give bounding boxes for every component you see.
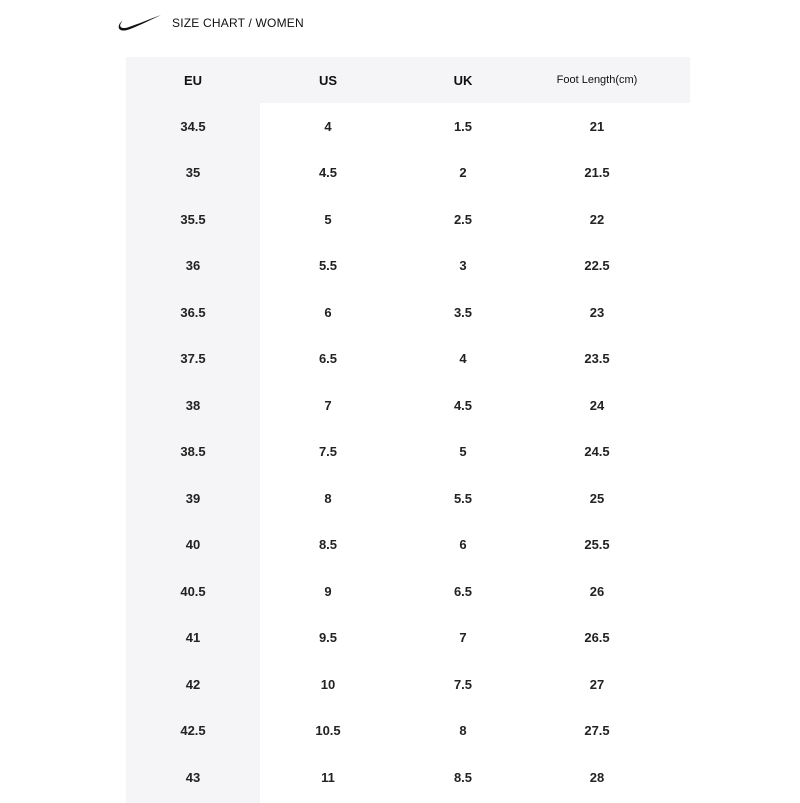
table-row [126, 522, 690, 569]
cell-foot-length: 23 [589, 304, 605, 320]
cell-uk: 3 [459, 258, 467, 274]
cell-us: 5 [324, 211, 332, 227]
column-header-eu: EU [183, 72, 203, 88]
page-header [118, 8, 304, 38]
cell-foot-length: 24 [589, 397, 605, 413]
cell-foot-length: 25 [589, 490, 605, 506]
table-row [126, 475, 690, 522]
cell-foot-length: 22.5 [584, 258, 610, 274]
table-row [126, 708, 690, 755]
page-title: SIZE CHART / WOMEN [172, 16, 304, 30]
cell-us: 6.5 [318, 351, 338, 367]
cell-eu: 42 [185, 676, 201, 692]
cell-us: 5.5 [318, 258, 338, 274]
cell-us: 10 [320, 676, 336, 692]
cell-uk: 8.5 [453, 769, 473, 785]
cell-eu: 43 [185, 769, 201, 785]
cell-eu: 36 [185, 258, 201, 274]
table-row [126, 615, 690, 662]
cell-eu: 38.5 [180, 444, 206, 460]
swoosh-icon [118, 13, 162, 33]
cell-uk: 5.5 [453, 490, 473, 506]
cell-uk: 1.5 [453, 118, 473, 134]
cell-us: 4.5 [318, 165, 338, 181]
cell-us: 9 [324, 583, 332, 599]
size-chart-table [126, 57, 690, 801]
table-row [126, 150, 690, 197]
cell-foot-length: 23.5 [584, 351, 610, 367]
cell-foot-length: 22 [589, 211, 605, 227]
table-row [126, 429, 690, 476]
cell-eu: 39 [185, 490, 201, 506]
cell-us: 8 [324, 490, 332, 506]
cell-uk: 4 [459, 351, 467, 367]
cell-uk: 2.5 [453, 211, 473, 227]
table-row [126, 336, 690, 383]
cell-uk: 7 [459, 630, 467, 646]
cell-uk: 3.5 [453, 304, 473, 320]
cell-us: 7.5 [318, 444, 338, 460]
cell-uk: 5 [459, 444, 467, 460]
cell-uk: 2 [459, 165, 467, 181]
table-body [126, 103, 690, 801]
cell-foot-length: 27 [589, 676, 605, 692]
cell-us: 11 [321, 769, 335, 785]
cell-foot-length: 25.5 [584, 537, 610, 553]
table-row [126, 289, 690, 336]
cell-foot-length: 21 [589, 118, 605, 134]
cell-eu: 40 [185, 537, 201, 553]
cell-foot-length: 27.5 [584, 723, 610, 739]
cell-us: 7 [324, 397, 332, 413]
cell-eu: 41 [185, 630, 201, 646]
cell-foot-length: 21.5 [584, 165, 610, 181]
cell-us: 4 [324, 118, 332, 134]
table-row [126, 196, 690, 243]
cell-foot-length: 26 [589, 583, 605, 599]
table-row [126, 103, 690, 150]
column-header-foot-length: Foot Length(cm) [556, 74, 638, 86]
cell-eu: 36.5 [180, 304, 206, 320]
column-header-us: US [318, 72, 338, 88]
table-header-row [126, 57, 690, 103]
cell-foot-length: 28 [589, 769, 605, 785]
cell-uk: 7.5 [453, 676, 473, 692]
table-row [126, 243, 690, 290]
cell-us: 6 [324, 304, 332, 320]
table-row [126, 754, 690, 801]
cell-foot-length: 26.5 [584, 630, 610, 646]
cell-uk: 6.5 [453, 583, 473, 599]
column-header-uk: UK [453, 72, 473, 88]
cell-us: 10.5 [315, 723, 341, 739]
cell-us: 9.5 [318, 630, 338, 646]
cell-us: 8.5 [318, 537, 338, 553]
cell-uk: 6 [459, 537, 467, 553]
cell-eu: 38 [185, 397, 201, 413]
table-row [126, 568, 690, 615]
cell-eu: 37.5 [180, 351, 206, 367]
cell-uk: 8 [459, 723, 467, 739]
cell-eu: 35 [185, 165, 201, 181]
table-row [126, 661, 690, 708]
cell-eu: 34.5 [180, 118, 206, 134]
cell-foot-length: 24.5 [584, 444, 610, 460]
cell-eu: 42.5 [180, 723, 206, 739]
cell-eu: 40.5 [180, 583, 206, 599]
cell-eu: 35.5 [180, 211, 206, 227]
cell-uk: 4.5 [453, 397, 473, 413]
table-row [126, 382, 690, 429]
